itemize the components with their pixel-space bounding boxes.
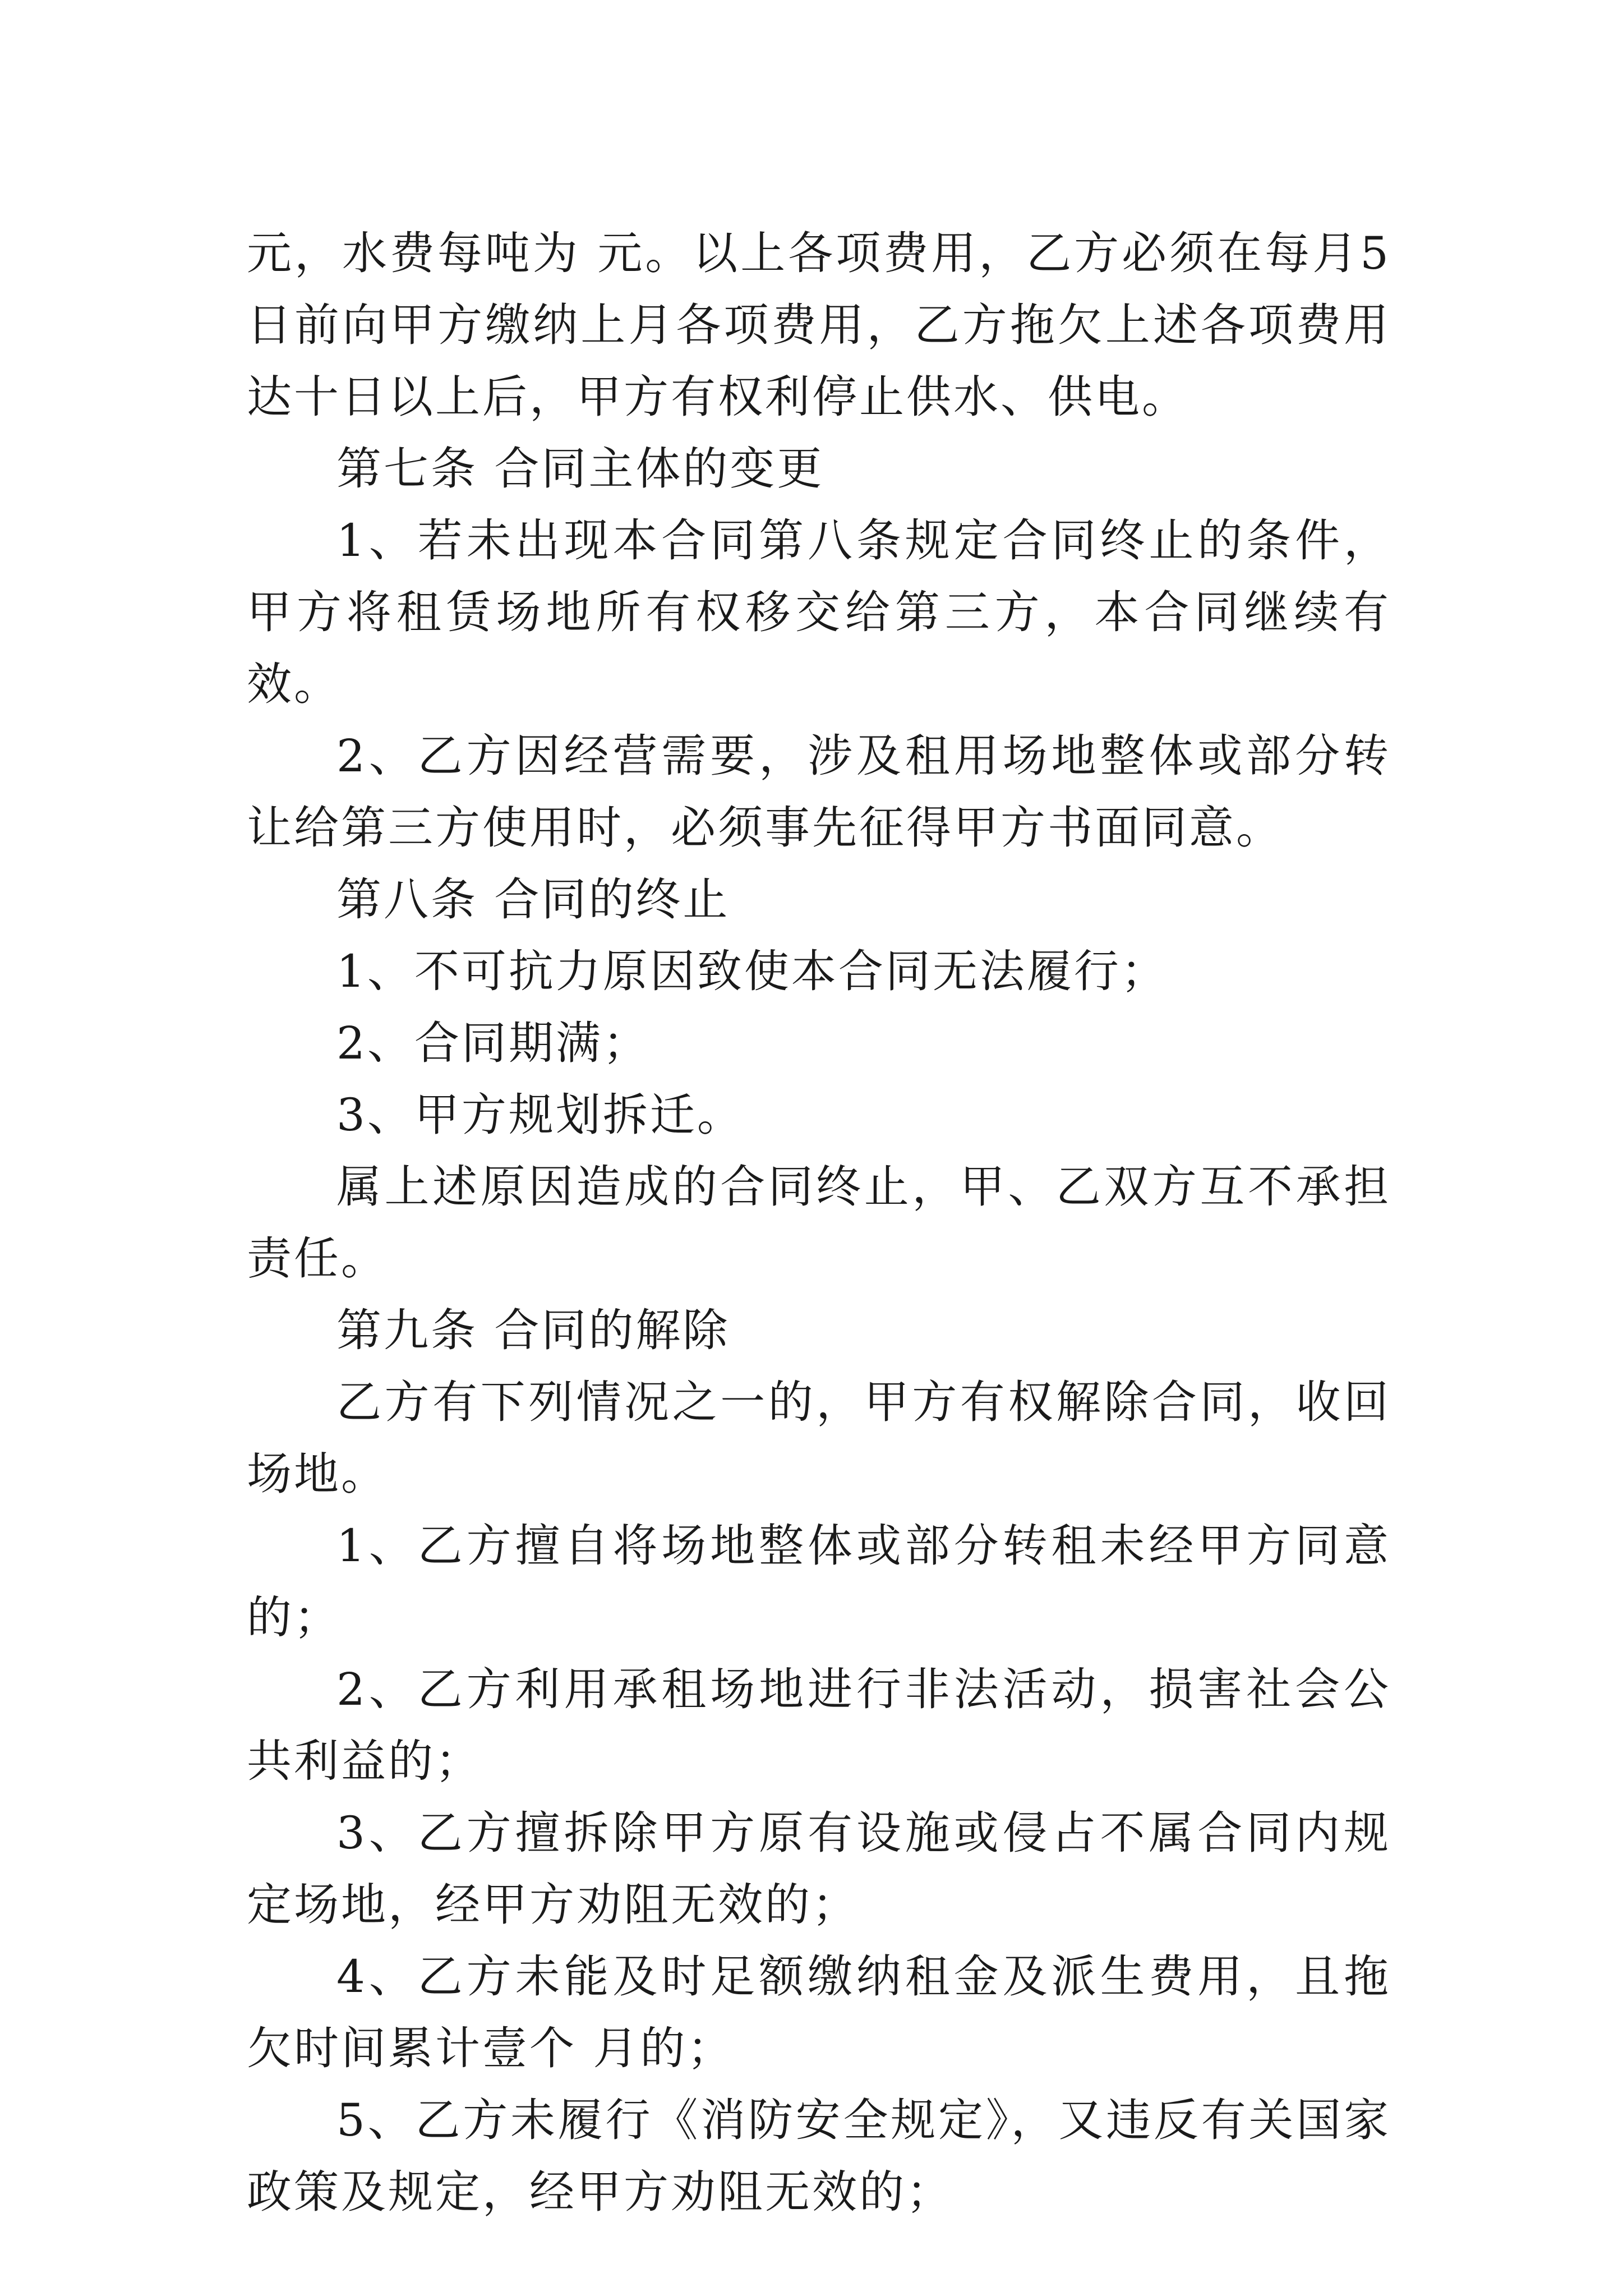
article-heading: 第九条 合同的解除 — [336, 1304, 730, 1356]
paragraph: 1、乙方擅自将场地整体或部分转租未经甲方同意的； — [247, 1520, 1391, 1644]
paragraph: 属上述原因造成的合同终止，甲、乙双方互不承担责任。 — [247, 1161, 1391, 1285]
document-body — [247, 218, 1391, 2228]
paragraph: 2、乙方因经营需要，涉及租用场地整体或部分转让给第三方使用时，必须事先征得甲方书面同意。 — [247, 730, 1391, 854]
article-heading: 第七条 合同主体的变更 — [336, 443, 824, 495]
paragraph: 1、若未出现本合同第八条规定合同终止的条件，甲方将租赁场地所有权移交给第三方，本合同继续有效。 — [247, 514, 1391, 710]
article-heading: 第八条 合同的终止 — [336, 873, 730, 926]
paragraph: 2、乙方利用承租场地进行非法活动，损害社会公共利益的； — [247, 1663, 1391, 1787]
paragraph: 1、不可抗力原因致使本合同无法履行； — [336, 945, 1168, 997]
paragraph: 3、乙方擅拆除甲方原有设施或侵占不属合同内规定场地，经甲方劝阻无效的； — [247, 1807, 1391, 1931]
paragraph: 2、合同期满； — [336, 1017, 650, 1069]
paragraph: 元，水费每吨为 元。以上各项费用，乙方必须在每月5日前向甲方缴纳上月各项费用，乙方拖欠上述各项费用达十日以上后，甲方有权利停止供水、供电。 — [247, 227, 1391, 423]
paragraph: 4、乙方未能及时足额缴纳租金及派生费用，且拖欠时间累计壹个 月的； — [247, 1950, 1391, 2074]
paragraph: 5、乙方未履行《消防安全规定》，又违反有关国家政策及规定，经甲方劝阻无效的； — [247, 2094, 1391, 2218]
paragraph: 乙方有下列情况之一的，甲方有权解除合同，收回场地。 — [247, 1376, 1391, 1500]
paragraph: 3、甲方规划拆迁。 — [336, 1089, 744, 1141]
